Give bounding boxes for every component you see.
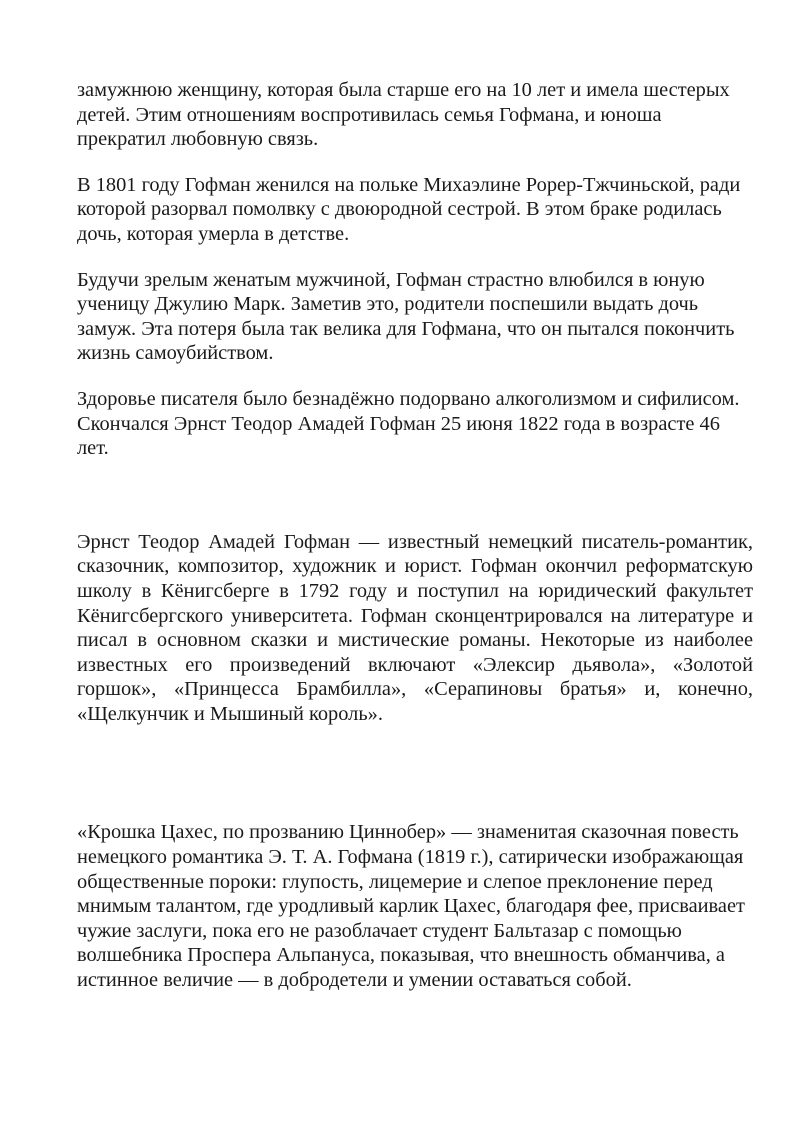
paragraph-little-zaches: «Крошка Цахес, по прозванию Циннобер» — знаменитая сказочная повесть немецкого романтика Э. Т. А. Гофмана (1819 г.), сатирически изображающая общественные пороки: глупость, лицемерие и слепое преклонение перед мнимым талантом, где уродливый карлик Цахес, благодаря фее, присваивает чужие заслуги, пока его не разоблачает студент Бальтазар с помощью волшебника Проспера Альпануса, показывая, что внешность обманчива, а истинное величие — в добродетели и умении оставаться собой. — [77, 821, 745, 992]
paragraph-death: Здоровье писателя было безнадёжно подорвано алкоголизмом и сифилисом. Скончался Эрнст Теодор Амадей Гофман 25 июня 1822 года в возрасте 46 лет. — [77, 387, 740, 460]
paragraph-marriage-affair: замужнюю женщину, которая была старше его на 10 лет и имела шестерых детей. Этим отношениям воспротивилась семья Гофмана, и юноша прекратил любовную связь. — [77, 79, 730, 151]
document-page — [77, 78, 753, 993]
paragraph-julia-mark: Будучи зрелым женатым мужчиной, Гофман страстно влюбился в юную ученицу Джулию Марк. Заметив это, родители поспешили выдать дочь замуж. Эта потеря была так велика для Гофмана, что он пытался покончить жизнь самоубийством. — [77, 268, 735, 365]
paragraph-marriage-1801: В 1801 году Гофман женился на польке Михаэлине Рорер-Тжчиньской, ради которой разорвал помолвку с двоюродной сестрой. В этом браке родилась дочь, которая умерла в детстве. — [77, 173, 741, 245]
paragraph-biography-summary: Эрнст Теодор Амадей Гофман — известный немецкий писатель-романтик, сказочник, композитор, художник и юрист. Гофман окончил реформатскую школу в Кёнигсберге в 1792 году и поступил на юридический факультет Кёнигсбергского университета. Гофман сконцентрировался на литературе и писал в основном сказки и мистические романы. Некоторые из наиболее известных его произведений включают «Элексир дьявола», «Золотой горшок», «Принцесса Брамбилла», «Серапиновы братья» и, конечно, «Щелкунчик и Мышиный король». — [77, 530, 753, 725]
